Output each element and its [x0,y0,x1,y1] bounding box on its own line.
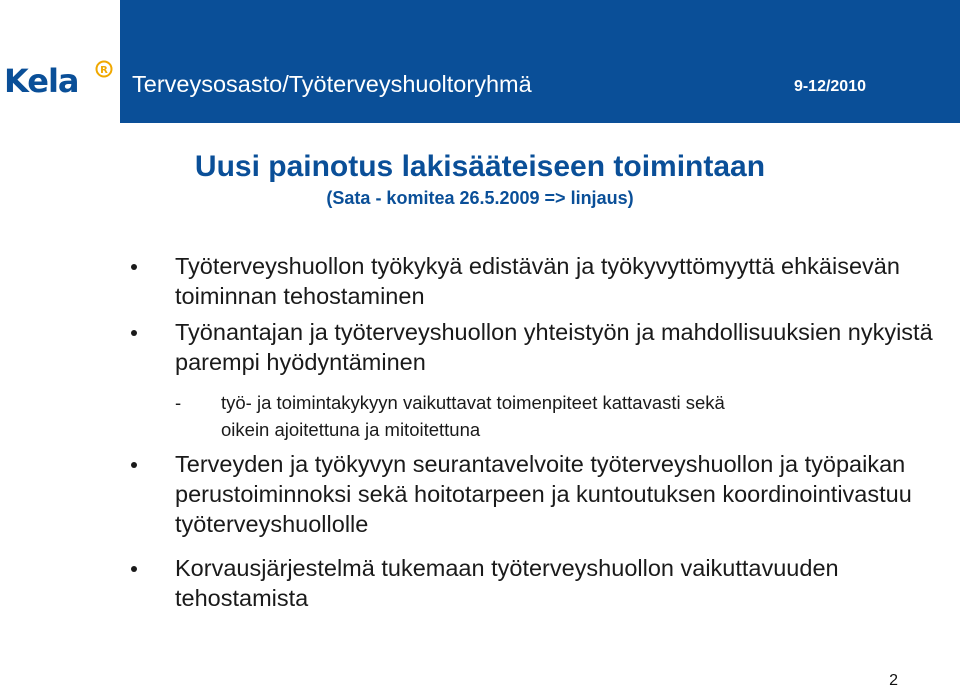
bullet-text: Työnantajan ja työterveyshuollon yhteistyön ja mahdollisuuksien nykyistä parempi hyödyntäminen [175,319,933,375]
slide-content [0,251,960,613]
bullet-text: Työterveyshuollon työkykyä edistävän ja työkyvyttömyyttä ehkäisevän toiminnan tehostaminen [175,253,900,309]
bullet-text: Korvausjärjestelmä tukemaan työterveyshuollon vaikuttavuuden tehostamista [175,555,839,611]
slide-title: Uusi painotus lakisääteiseen toimintaan [194,150,766,183]
sub-item [0,389,960,443]
bullet-item [0,251,960,311]
header-band [120,0,960,123]
header-title: Terveysosasto/Työterveyshuoltoryhmä [132,71,532,97]
bullet-item [0,449,960,539]
svg-text:R: R [100,65,108,76]
bullet-icon [131,566,137,572]
slide-header [0,0,960,123]
bullet-item [0,553,960,613]
bullet-icon [131,462,137,468]
dash-marker: - [175,392,182,413]
bullet-icon [131,330,137,336]
page-number: 2 [889,672,898,689]
logo-text: Kela [4,62,79,100]
kela-logo [4,58,120,104]
bullet-text: Terveyden ja työkyvyn seurantavelvoite työterveyshuollon ja työpaikan perustoiminnoksi sekä hoitotarpeen ja kuntoutuksen koordinointivastuu työterveyshuollolle [175,451,912,537]
sub-item-text: työ- ja toimintakykyyn vaikuttavat toimenpiteet kattavasti sekä oikein ajoitettuna ja mitoitettuna [221,392,725,440]
header-date: 9-12/2010 [793,78,866,95]
registered-mark-icon [95,60,113,78]
slide-title-block [0,150,960,210]
bullet-icon [131,264,137,270]
bullet-item [0,317,960,377]
slide-subtitle: (Sata - komitea 26.5.2009 => linjaus) [326,188,634,208]
